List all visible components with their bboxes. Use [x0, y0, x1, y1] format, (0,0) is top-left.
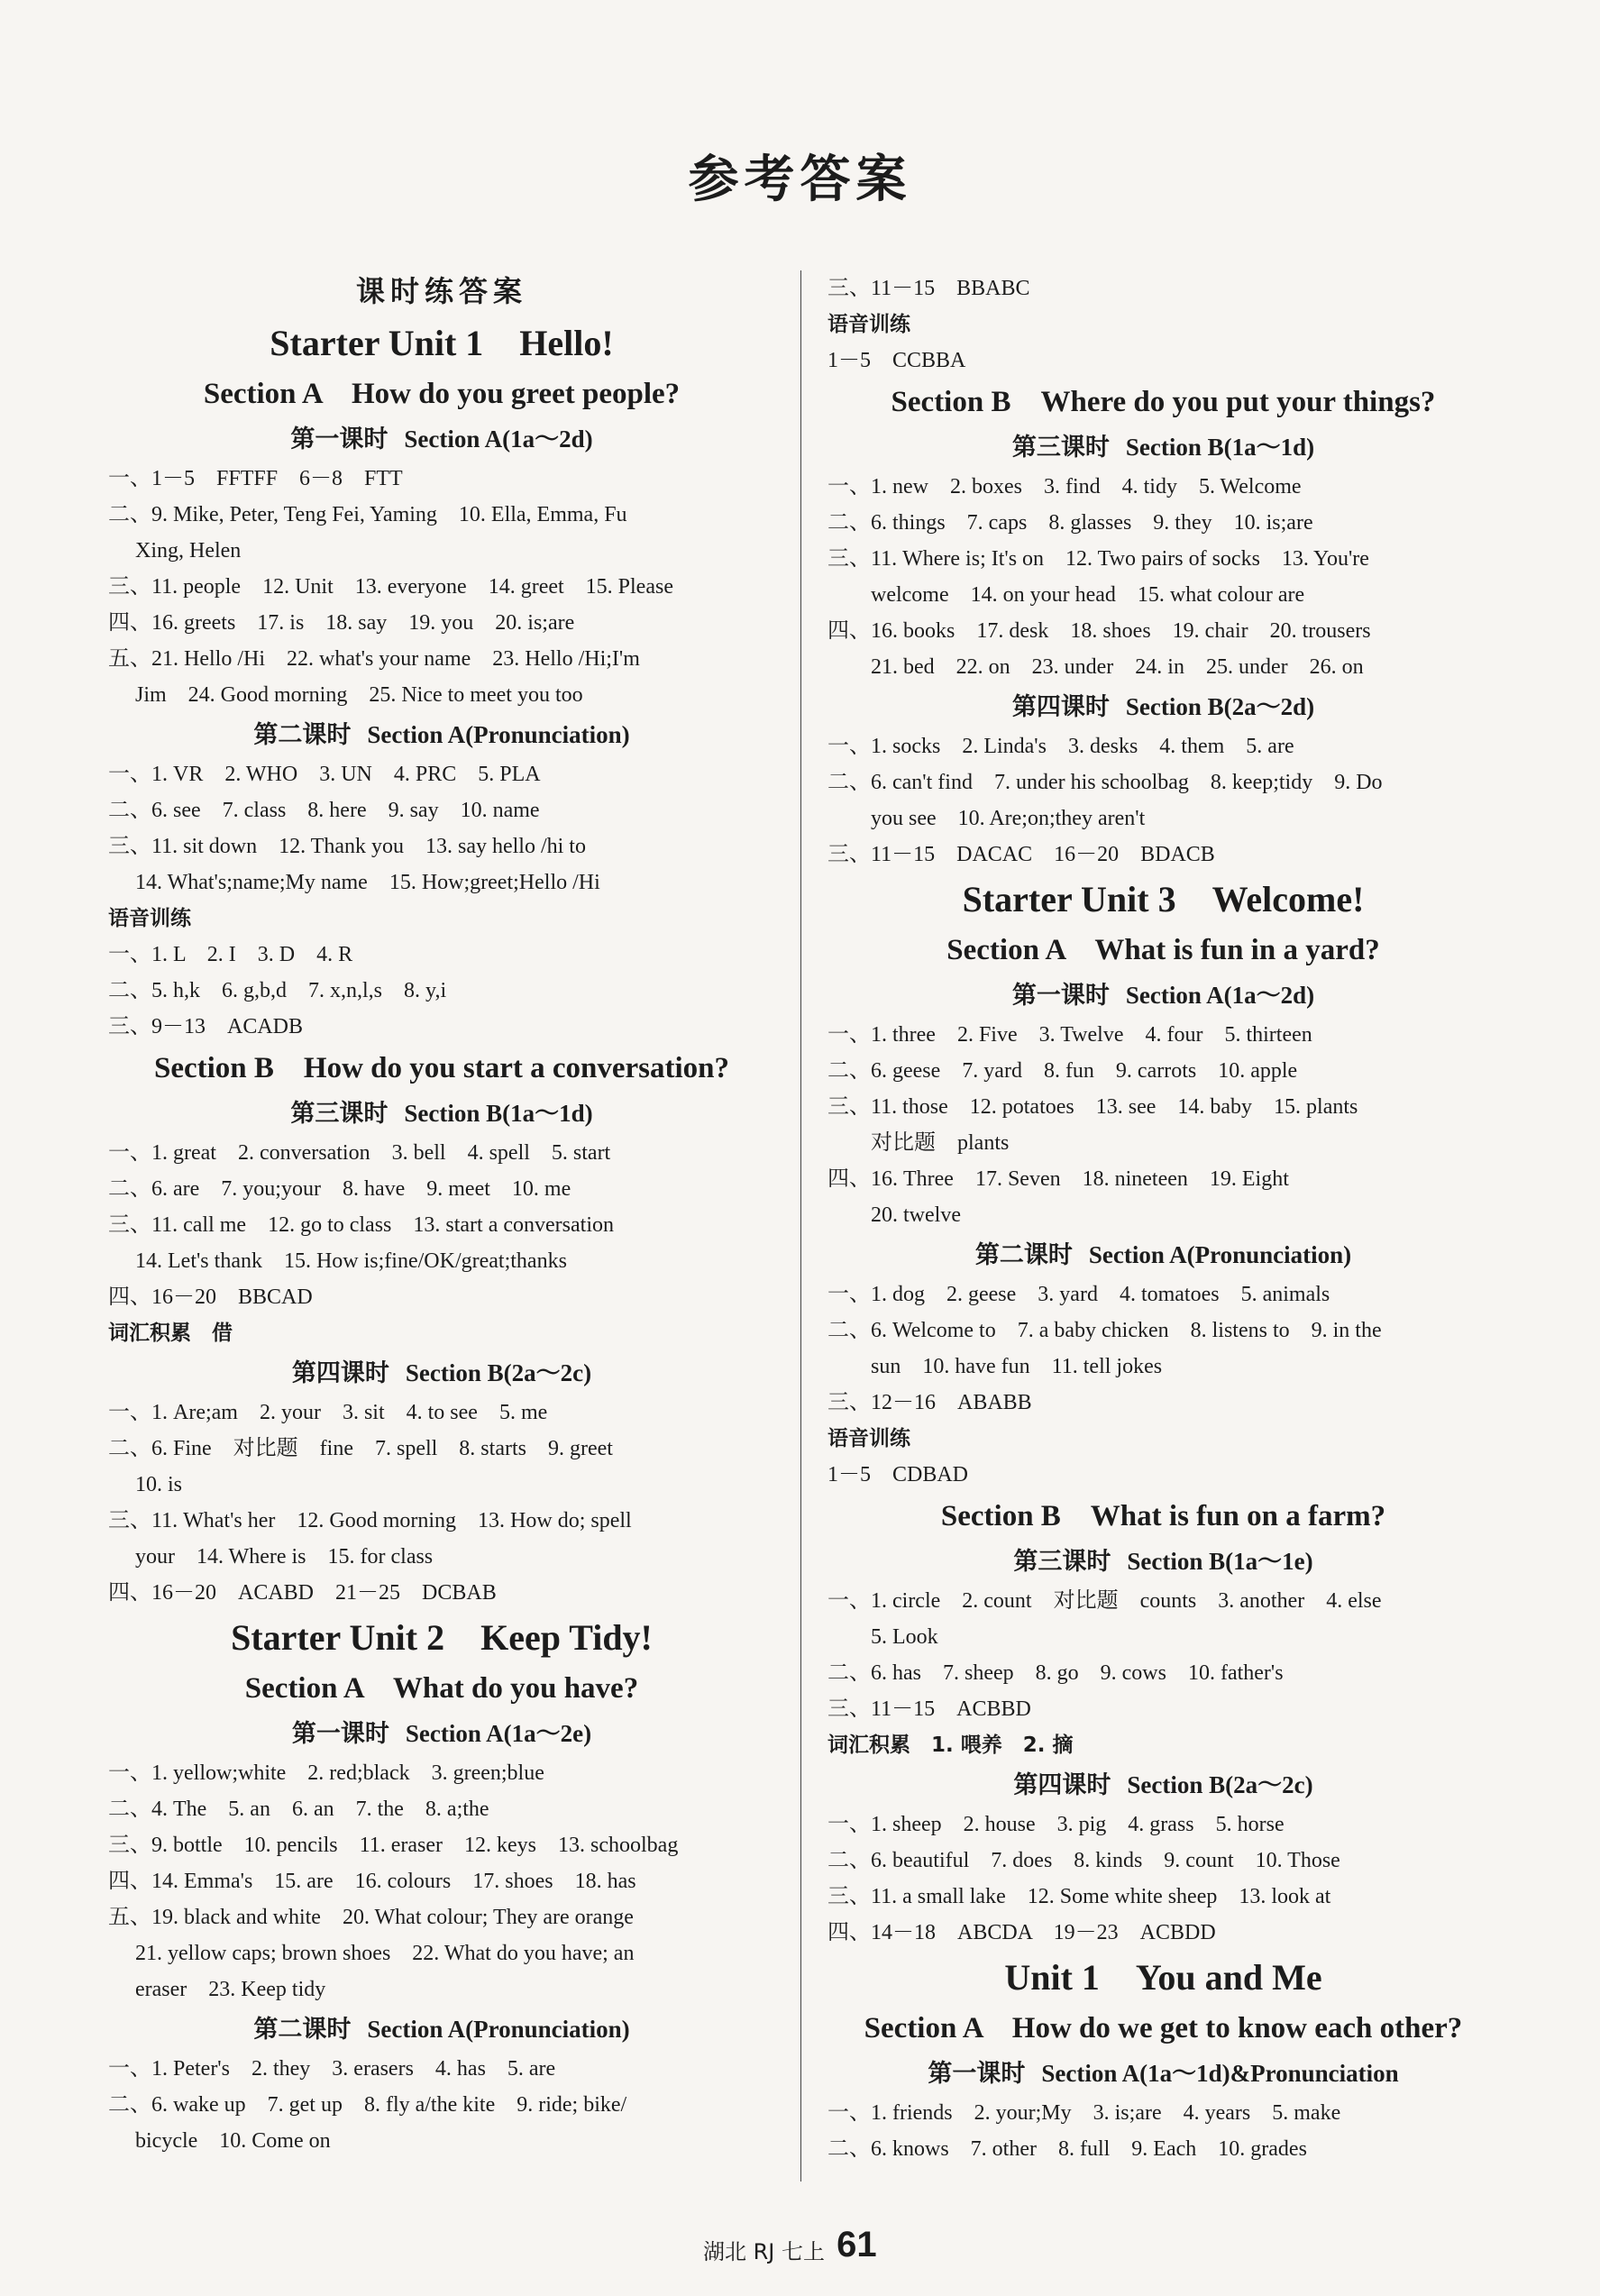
lesson-range: Section A(Pronunciation) — [367, 2016, 630, 2043]
right-column — [827, 270, 1499, 2167]
column-divider — [800, 270, 801, 2182]
lesson-heading — [827, 425, 1499, 469]
answer-line: 五、19. black and white 20. What colour; They are orange — [108, 1906, 634, 1929]
answer-line: 二、6. are 7. you;your 8. have 9. meet 10. me — [108, 1177, 571, 1201]
lesson-number: 第二课时 — [253, 2016, 352, 2044]
lesson-number: 第三课时 — [1013, 1548, 1111, 1576]
answer-line: 三、11. What's her 12. Good morning 13. How do; spell — [108, 1509, 632, 1532]
answer-line-continued: eraser 23. Keep tidy — [135, 1978, 326, 2001]
section-heading: Section B Where do you put your things? — [891, 386, 1436, 418]
answer-line: 二、6. has 7. sheep 8. go 9. cows 10. father's — [827, 1661, 1284, 1685]
answer-line: 三、11－15 BBABC — [827, 277, 1030, 300]
lesson-heading — [108, 1351, 775, 1395]
answer-line: 1－5 CCBBA — [827, 349, 966, 372]
lesson-number: 第一课时 — [290, 425, 389, 453]
section-heading: Section A What do you have? — [244, 1672, 639, 1705]
answer-line: 二、6. knows 7. other 8. full 9. Each 10. grades — [827, 2137, 1307, 2161]
lesson-heading — [827, 1233, 1499, 1276]
lesson-range: Section B(1a～1d) — [1125, 434, 1315, 461]
left-column — [108, 266, 775, 2159]
answer-line: 一、1. three 2. Five 3. Twelve 4. four 5. thirteen — [827, 1023, 1312, 1047]
answer-line-continued: welcome 14. on your head 15. what colour are — [871, 583, 1305, 607]
answer-line: 三、11. sit down 12. Thank you 13. say hello /hi to — [108, 835, 586, 858]
answer-line: 四、14. Emma's 15. are 16. colours 17. shoes 18. has — [108, 1870, 636, 1893]
unit-heading: Unit 1 You and Me — [1004, 1957, 1322, 1998]
section-heading: Section A How do we get to know each other? — [864, 2012, 1463, 2044]
answer-line-continued: your 14. Where is 15. for class — [135, 1545, 434, 1569]
answer-line: 一、1. L 2. I 3. D 4. R — [108, 943, 353, 966]
answer-line: 四、16. Three 17. Seven 18. nineteen 19. Eight — [827, 1167, 1289, 1191]
lesson-range: Section B(2a～2c) — [1127, 1771, 1313, 1798]
answer-line: 二、6. Fine 对比题 fine 7. spell 8. starts 9. greet — [108, 1437, 613, 1460]
lesson-number: 第四课时 — [291, 1359, 389, 1387]
lesson-number: 第二课时 — [253, 721, 352, 749]
answers-subtitle: 课时练答案 — [355, 274, 527, 308]
answer-line: 四、14－18 ABCDA 19－23 ACBDD — [827, 1921, 1216, 1944]
answer-line: 三、11. those 12. potatoes 13. see 14. baby 15. plants — [827, 1095, 1358, 1119]
answer-line: 三、11－15 DACAC 16－20 BDACB — [827, 843, 1215, 866]
answer-line-continued: 5. Look — [871, 1625, 938, 1649]
answer-line: 四、16. greets 17. is 18. say 19. you 20. is;are — [108, 611, 575, 635]
lesson-heading — [827, 974, 1499, 1017]
answer-line: 一、1. VR 2. WHO 3. UN 4. PRC 5. PLA — [108, 763, 541, 786]
answer-line: 三、11. Where is; It's on 12. Two pairs of socks 13. You're — [827, 547, 1369, 571]
lesson-number: 第一课时 — [291, 1720, 389, 1748]
practice-label: 语音训练 — [108, 907, 191, 930]
lesson-heading — [827, 1763, 1499, 1807]
lesson-range: Section A(Pronunciation) — [1088, 1241, 1352, 1268]
lesson-range: Section B(1a～1d) — [404, 1100, 593, 1127]
answer-line: 一、1. Peter's 2. they 3. erasers 4. has 5. are — [108, 2057, 556, 2081]
answer-line-continued: 10. is — [135, 1473, 183, 1496]
lesson-range: Section A(1a～2e) — [405, 1720, 592, 1747]
lesson-range: Section A(1a～2d) — [404, 425, 593, 453]
lesson-number: 第一课时 — [928, 2060, 1026, 2088]
answer-line: 三、11－15 ACBBD — [827, 1697, 1031, 1721]
answer-line: 一、1. yellow;white 2. red;black 3. green;blue — [108, 1761, 544, 1785]
lesson-heading — [108, 1712, 775, 1755]
answer-line: 一、1. dog 2. geese 3. yard 4. tomatoes 5. animals — [827, 1283, 1330, 1306]
answer-line: 二、6. things 7. caps 8. glasses 9. they 10. is;are — [827, 511, 1313, 535]
lesson-number: 第二课时 — [974, 1241, 1073, 1269]
answer-line: 二、6. see 7. class 8. here 9. say 10. name — [108, 799, 540, 822]
answer-line: 一、1. new 2. boxes 3. find 4. tidy 5. Welcome — [827, 475, 1302, 499]
answer-line-continued: 20. twelve — [871, 1203, 961, 1227]
lesson-number: 第四课时 — [1011, 693, 1110, 721]
answer-line: 五、21. Hello /Hi 22. what's your name 23. Hello /Hi;I'm — [108, 647, 640, 671]
lesson-number: 第三课时 — [1011, 434, 1110, 462]
answer-line-continued: 14. Let's thank 15. How is;fine/OK/great;thanks — [135, 1249, 567, 1273]
footer-label: 湖北 RJ 七上 — [703, 2239, 826, 2264]
practice-label: 词汇积累 1. 喂养 2. 摘 — [827, 1733, 1074, 1757]
lesson-range: Section A(1a～1d)&Pronunciation — [1041, 2060, 1399, 2087]
answer-line: 三、11. a small lake 12. Some white sheep 13. look at — [827, 1885, 1331, 1908]
answer-line: 二、6. wake up 7. get up 8. fly a/the kite 9. ride; bike/ — [108, 2093, 627, 2117]
unit-heading: Starter Unit 3 Welcome! — [962, 879, 1365, 919]
answer-line: 三、9－13 ACADB — [108, 1015, 304, 1038]
practice-label: 语音训练 — [827, 313, 910, 336]
answer-line: 1－5 CDBAD — [827, 1463, 969, 1486]
answer-line-continued: 对比题 plants — [871, 1131, 1010, 1155]
unit-heading: Starter Unit 2 Keep Tidy! — [231, 1617, 653, 1658]
lesson-heading — [827, 2052, 1499, 2095]
answer-line: 一、1. Are;am 2. your 3. sit 4. to see 5. me — [108, 1401, 548, 1424]
page-footer — [703, 2225, 877, 2265]
answer-line-continued: sun 10. have fun 11. tell jokes — [871, 1355, 1163, 1378]
section-heading: Section A What is fun in a yard? — [946, 934, 1380, 966]
answer-line: 一、1. sheep 2. house 3. pig 4. grass 5. horse — [827, 1813, 1285, 1836]
page-title: 参考答案 — [688, 151, 912, 209]
lesson-heading — [827, 685, 1499, 728]
answer-line: 二、6. Welcome to 7. a baby chicken 8. listens to 9. in the — [827, 1319, 1382, 1342]
answer-line: 二、5. h,k 6. g,b,d 7. x,n,l,s 8. y,i — [108, 979, 447, 1002]
answer-line: 二、4. The 5. an 6. an 7. the 8. a;the — [108, 1797, 489, 1821]
answer-line: 一、1. great 2. conversation 3. bell 4. spell 5. start — [108, 1141, 611, 1165]
answer-line: 四、16－20 ACABD 21－25 DCBAB — [108, 1581, 497, 1605]
answer-line: 一、1. socks 2. Linda's 3. desks 4. them 5. are — [827, 735, 1294, 758]
answer-line-continued: bicycle 10. Come on — [135, 2129, 331, 2153]
answer-line: 三、9. bottle 10. pencils 11. eraser 12. keys 13. schoolbag — [108, 1834, 679, 1857]
answer-line: 二、6. beautiful 7. does 8. kinds 9. count 10. Those — [827, 1849, 1340, 1872]
answer-line: 二、9. Mike, Peter, Teng Fei, Yaming 10. Ella, Emma, Fu — [108, 503, 627, 526]
answer-line-continued: you see 10. Are;on;they aren't — [871, 807, 1146, 830]
answer-line-continued: 21. bed 22. on 23. under 24. in 25. under 26. on — [871, 655, 1364, 679]
answer-line-continued: 21. yellow caps; brown shoes 22. What do you have; an — [135, 1942, 635, 1965]
lesson-range: Section B(2a～2d) — [1125, 693, 1315, 720]
lesson-range: Section B(1a～1e) — [1127, 1548, 1313, 1575]
answer-line-continued: Jim 24. Good morning 25. Nice to meet you too — [135, 683, 583, 707]
lesson-number: 第四课时 — [1013, 1771, 1111, 1799]
section-heading: Section B How do you start a conversation? — [154, 1052, 729, 1084]
answer-line: 二、6. geese 7. yard 8. fun 9. carrots 10. apple — [827, 1059, 1298, 1083]
lesson-heading — [108, 417, 775, 461]
lesson-heading — [108, 713, 775, 756]
section-heading: Section B What is fun on a farm? — [940, 1500, 1386, 1532]
section-heading: Section A How do you greet people? — [203, 378, 681, 410]
answer-line: 一、1. friends 2. your;My 3. is;are 4. years 5. make — [827, 2101, 1341, 2125]
lesson-heading — [827, 1540, 1499, 1583]
practice-label: 语音训练 — [827, 1427, 910, 1450]
answer-line-continued: 14. What's;name;My name 15. How;greet;Hello /Hi — [135, 871, 600, 894]
page-number: 61 — [837, 2225, 877, 2264]
answer-line: 三、11. people 12. Unit 13. everyone 14. greet 15. Please — [108, 575, 673, 599]
lesson-range: Section A(1a～2d) — [1125, 982, 1315, 1009]
lesson-number: 第一课时 — [1011, 982, 1110, 1010]
unit-heading: Starter Unit 1 Hello! — [270, 323, 614, 363]
answer-line: 三、12－16 ABABB — [827, 1391, 1032, 1414]
lesson-range: Section B(2a～2c) — [405, 1359, 592, 1386]
answer-line: 四、16. books 17. desk 18. shoes 19. chair 20. trousers — [827, 619, 1371, 643]
lesson-number: 第三课时 — [290, 1100, 389, 1128]
answer-line: 一、1. circle 2. count 对比题 counts 3. another 4. else — [827, 1589, 1382, 1613]
answer-line-continued: Xing, Helen — [135, 539, 242, 563]
lesson-heading — [108, 2008, 775, 2051]
answer-line: 一、1－5 FFTFF 6－8 FTT — [108, 467, 403, 490]
answer-line: 三、11. call me 12. go to class 13. start a conversation — [108, 1213, 614, 1237]
lesson-range: Section A(Pronunciation) — [367, 721, 630, 748]
answer-line: 二、6. can't find 7. under his schoolbag 8. keep;tidy 9. Do — [827, 771, 1383, 794]
practice-label: 词汇积累 借 — [108, 1322, 233, 1345]
answer-line: 四、16－20 BBCAD — [108, 1285, 313, 1309]
lesson-heading — [108, 1092, 775, 1135]
